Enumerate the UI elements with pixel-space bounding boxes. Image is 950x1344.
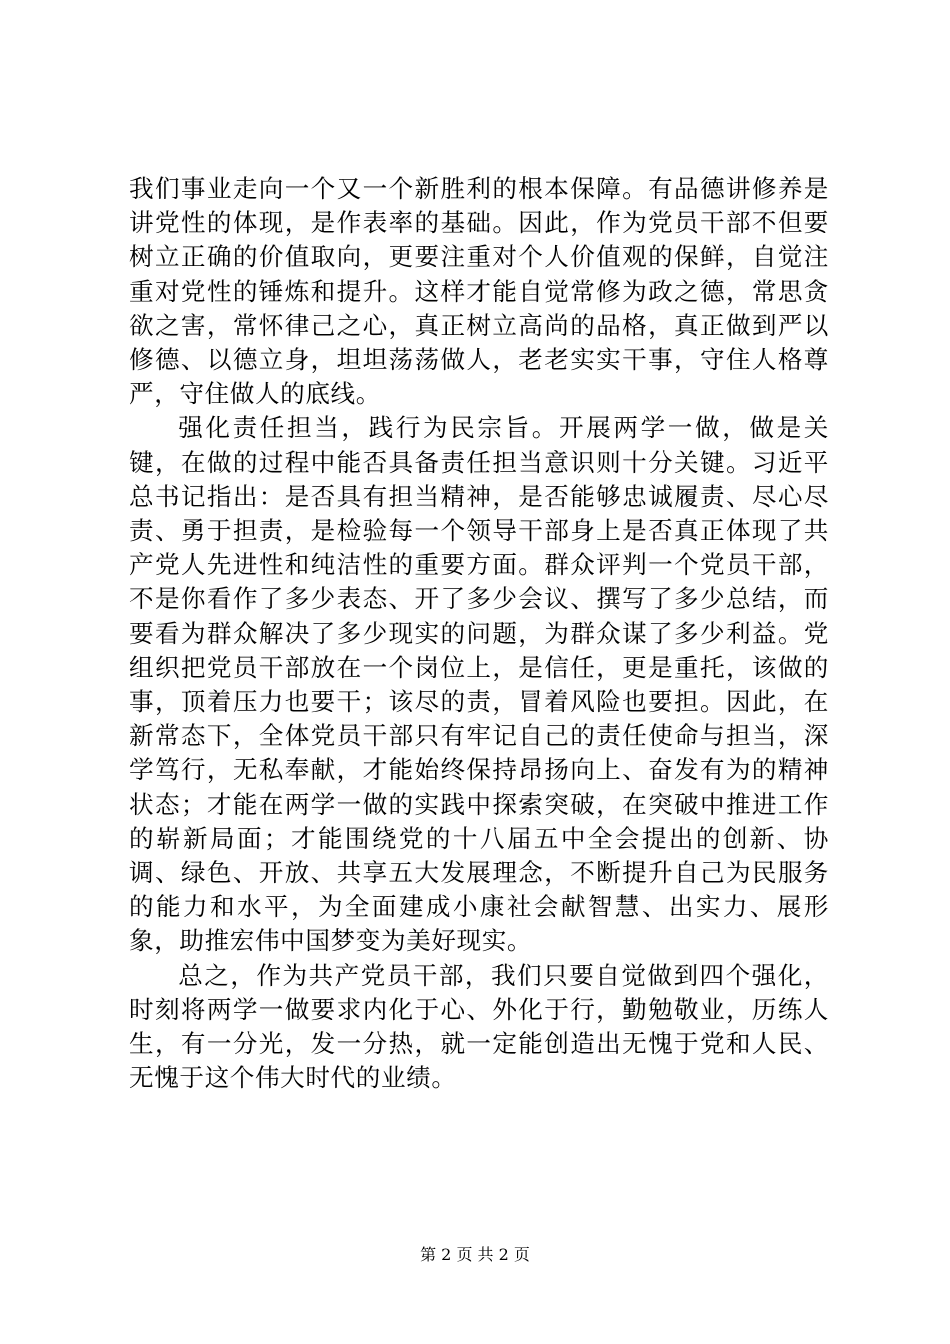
page-footer: 第 2 页 共 2 页: [420, 1245, 530, 1264]
paragraph-continuation: 我们事业走向一个又一个新胜利的根本保障。有品德讲修养是讲党性的体现，是作表率的基础。因此，作为党员干部不但要树立正确的价值取向，更要注重对个人价值观的保鲜，自觉注重对党性的锤炼和提升。这样才能自觉常修为政之德，常思贪欲之害，常怀律己之心，真正树立高尚的品格，真正做到严以修德、以德立身，坦坦荡荡做人，老老实实干事，守住人格尊严，守住做人的底线。: [129, 174, 829, 409]
paragraph-conclusion: 总之，作为共产党员干部，我们只要自觉做到四个强化，时刻将两学一做要求内化于心、外化于行，勤勉敬业，历练人生，有一分光，发一分热，就一定能创造出无愧于党和人民、无愧于这个伟大时代的业绩。: [129, 960, 829, 1093]
document-body: [129, 172, 829, 1095]
paragraph-responsibility: 强化责任担当，践行为民宗旨。开展两学一做，做是关键，在做的过程中能否具备责任担当意识则十分关键。习近平总书记指出：是否具有担当精神，是否能够忠诚履责、尽心尽责、勇于担责，是检验每一个领导干部身上是否真正体现了共产党人先进性和纯洁性的重要方面。群众评判一个党员干部，不是你看作了多少表态、开了多少会议、撰写了多少总结，而要看为群众解决了多少现实的问题，为群众谋了多少利益。党组织把党员干部放在一个岗位上，是信任，更是重托，该做的事，顶着压力也要干；该尽的责，冒着风险也要担。因此，在新常态下，全体党员干部只有牢记自己的责任使命与担当，深学笃行，无私奉献，才能始终保持昂扬向上、奋发有为的精神状态；才能在两学一做的实践中探索突破，在突破中推进工作的崭新局面；才能围绕党的十八届五中全会提出的创新、协调、绿色、开放、共享五大发展理念，不断提升自己为民服务的能力和水平，为全面建成小康社会献智慧、出实力、展形象，助推宏伟中国梦变为美好现实。: [129, 413, 829, 956]
